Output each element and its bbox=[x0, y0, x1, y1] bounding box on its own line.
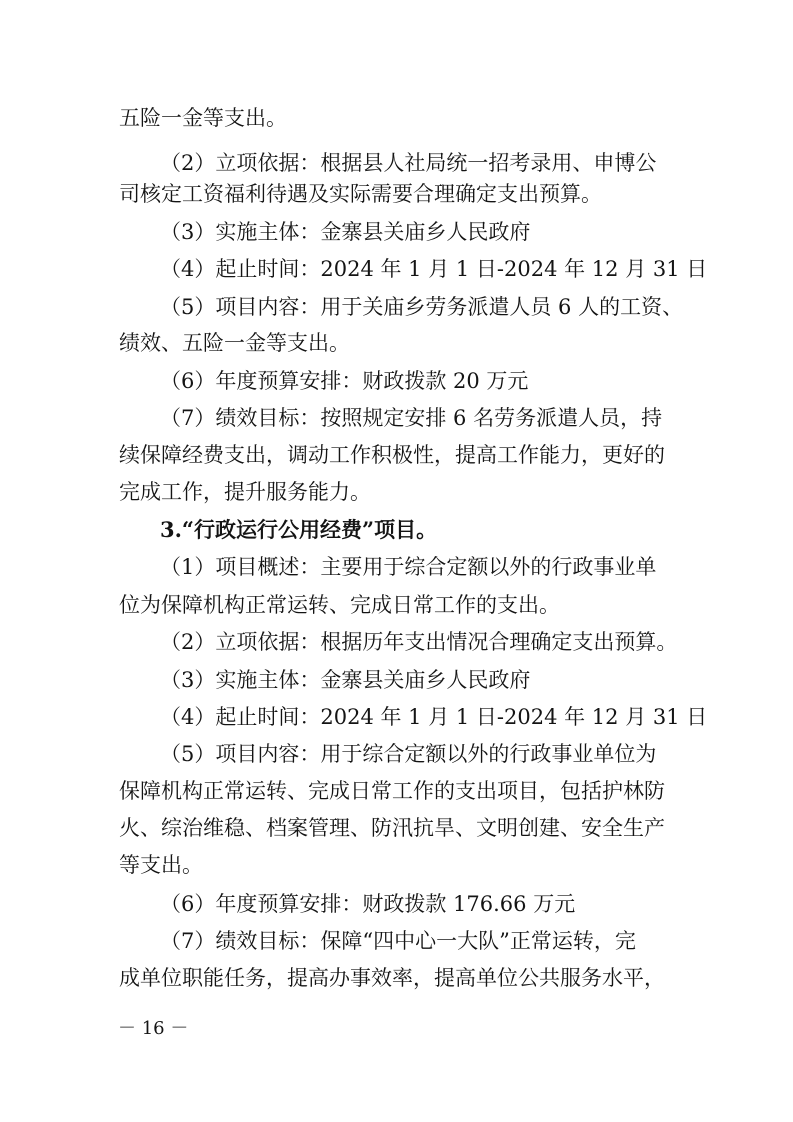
text-line: 完成工作，提升服务能力。 bbox=[119, 480, 371, 504]
text-line: 续保障经费支出，调动工作积极性，提高工作能力，更好的 bbox=[119, 443, 665, 467]
text-line: （4）起止时间：2024 年 1 月 1 日-2024 年 12 月 31 日 bbox=[160, 257, 708, 281]
text-line: （2）立项依据：根据历年支出情况合理确定支出预算。 bbox=[160, 630, 678, 654]
text-line: （6）年度预算安排：财政拨款 20 万元 bbox=[160, 369, 529, 393]
text-line: （3）实施主体：金寨县关庙乡人民政府 bbox=[160, 668, 531, 692]
text-line: （7）绩效目标：按照规定安排 6 名劳务派遣人员，持 bbox=[160, 406, 663, 430]
text-line: 保障机构正常运转、完成日常工作的支出项目，包括护林防 bbox=[119, 779, 665, 803]
text-line: 位为保障机构正常运转、完成日常工作的支出。 bbox=[119, 593, 560, 617]
text-line: （5）项目内容：用于关庙乡劳务派遣人员 6 人的工资、 bbox=[160, 295, 684, 319]
section-heading: 3.“行政运行公用经费”项目。 bbox=[160, 517, 438, 542]
text-line: 成单位职能任务，提高办事效率，提高单位公共服务水平， bbox=[119, 966, 665, 990]
text-line: 等支出。 bbox=[119, 853, 203, 877]
text-line: （1）项目概述：主要用于综合定额以外的行政事业单 bbox=[160, 555, 657, 579]
text-line: （7）绩效目标：保障“四中心一大队”正常运转，完 bbox=[160, 929, 636, 953]
page-number: － 16 － bbox=[118, 1018, 189, 1039]
text-line: 火、综治维稳、档案管理、防汛抗旱、文明创建、安全生产 bbox=[119, 816, 665, 840]
text-line: （4）起止时间：2024 年 1 月 1 日-2024 年 12 月 31 日 bbox=[160, 705, 708, 729]
text-line: （5）项目内容：用于综合定额以外的行政事业单位为 bbox=[160, 742, 657, 766]
text-line: （3）实施主体：金寨县关庙乡人民政府 bbox=[160, 220, 531, 244]
text-line: 绩效、五险一金等支出。 bbox=[119, 331, 350, 355]
text-line: 司核定工资福利待遇及实际需要合理确定支出预算。 bbox=[119, 182, 602, 206]
text-line: （6）年度预算安排：财政拨款 176.66 万元 bbox=[160, 892, 576, 916]
text-line: （2）立项依据：根据县人社局统一招考录用、申博公 bbox=[160, 151, 657, 175]
text-line: 五险一金等支出。 bbox=[119, 106, 287, 130]
